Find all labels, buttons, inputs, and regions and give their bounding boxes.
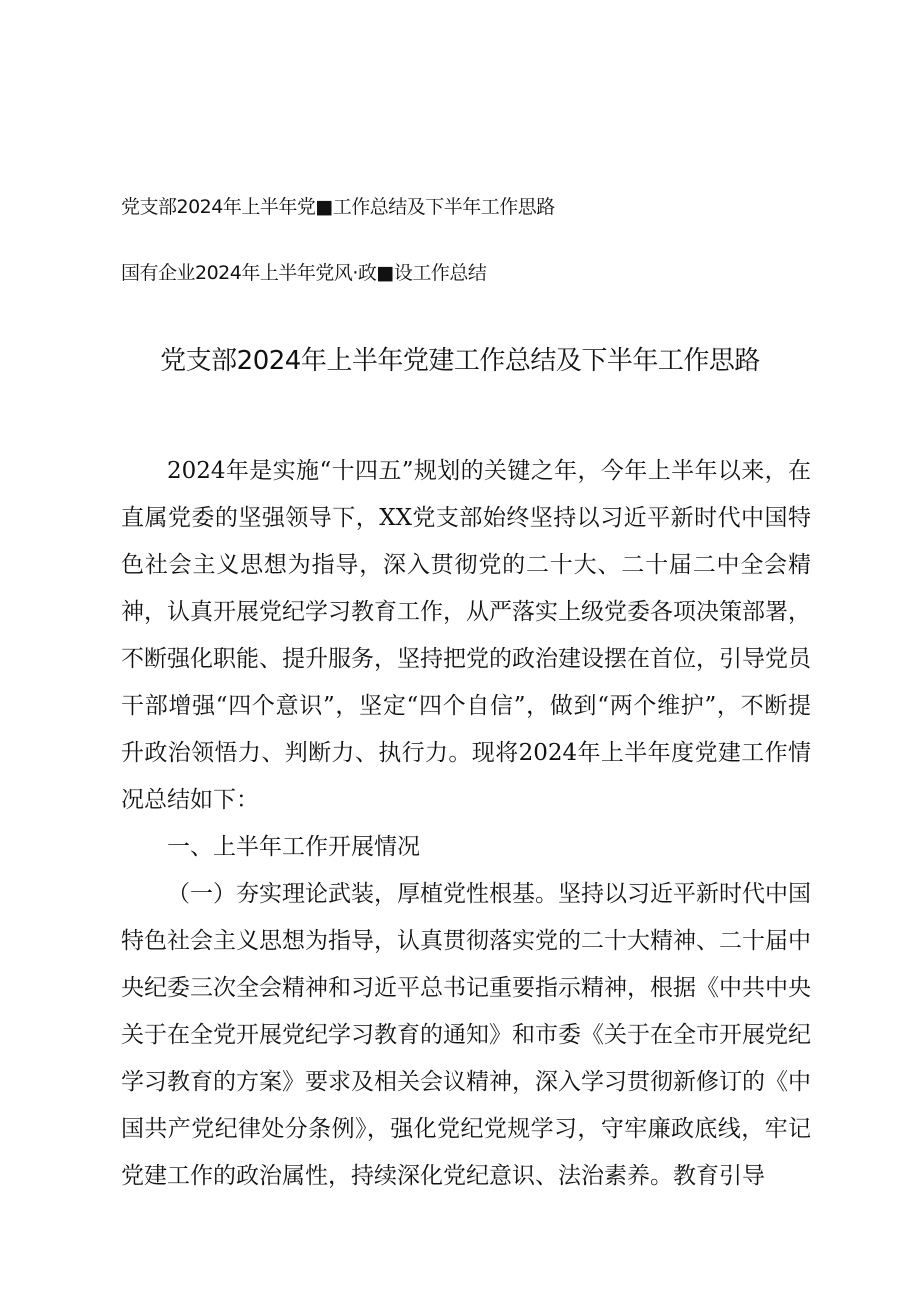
- toc-entry-2[interactable]: 国有企业2024年上半年党风·政■设工作总结: [121, 262, 487, 284]
- subsection-paragraph: （一）夯实理论武装，厚植党性根基。坚持以习近平新时代中国特色社会主义思想为指导，认真贯彻落实党的二十大精神、二十届中央纪委三次全会精神和习近平总书记重要指示精神，根据《中共中央关于在全党开展党纪学习教育的通知》和市委《关于在全市开展党纪学习教育的方案》要求及相关会议精神，深入学习贯彻新修订的《中国共产党纪律处分条例》，强化党纪党规学习，守牢廉政底线，牢记党建工作的政治属性，持续深化党纪意识、法治素养。教育引导: [121, 881, 811, 1189]
- toc-entry-1[interactable]: 党支部2024年上半年党■工作总结及下半年工作思路: [121, 196, 555, 218]
- section-heading: 一、上半年工作开展情况: [167, 834, 420, 860]
- intro-paragraph: 2024年是实施“十四五”规划的关键之年，今年上半年以来，在直属党委的坚强领导下，XX党支部始终坚持以习近平新时代中国特色社会主义思想为指导，深入贯彻党的二十大、二十届二中全会精神，认真开展党纪学习教育工作，从严落实上级党委各项决策部署，不断强化职能、提升服务，坚持把党的政治建设摆在首位，引导党员干部增强“四个意识”，坚定“四个自信”，做到“两个维护”，不断提升政治领悟力、判断力、执行力。现将2024年上半年度党建工作情况总结如下：: [121, 458, 811, 813]
- document-body: [121, 448, 811, 1200]
- document-title: 党支部2024年上半年党建工作总结及下半年工作思路: [160, 346, 760, 376]
